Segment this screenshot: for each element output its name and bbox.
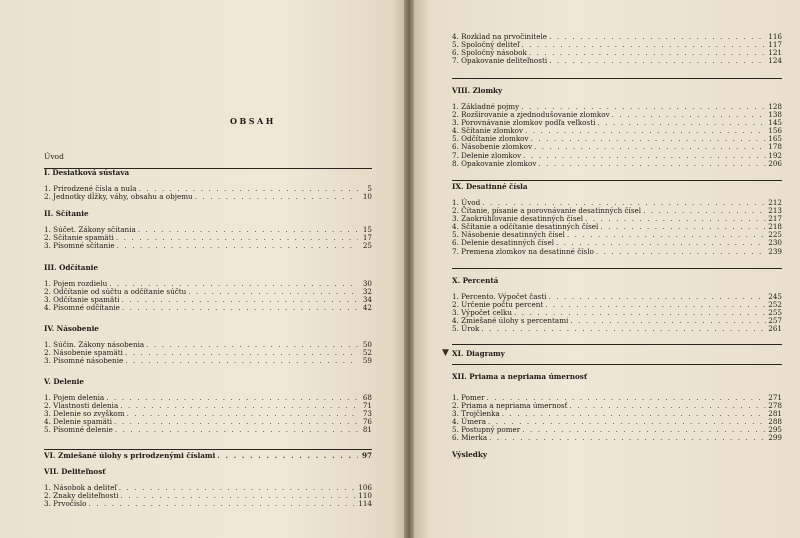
section-rule [452, 78, 782, 79]
toc-label: 1. Súčet. Zákony sčítania [44, 225, 136, 234]
leader-dots [121, 296, 358, 304]
toc-entry [452, 57, 782, 65]
section-heading: I. Desiatková sústava [44, 168, 130, 177]
toc-label: 6. Spoločný násobok [452, 48, 527, 58]
toc-entry [44, 492, 372, 500]
toc-label: 1. Základné pojmy [452, 102, 520, 111]
leader-dots [125, 357, 358, 365]
toc-entry [452, 317, 782, 325]
toc-page: 212 [768, 198, 782, 207]
toc-label: 3. Porovnávanie zlomkov podľa veľkosti [452, 118, 596, 128]
toc-page: 116 [768, 32, 782, 41]
leader-dots [489, 434, 766, 442]
toc-page: 97 [361, 451, 372, 460]
toc-page: 230 [768, 238, 782, 248]
toc-page: 76 [362, 417, 372, 427]
leader-dots [548, 293, 766, 301]
section-zmiesane [44, 452, 372, 460]
toc-page: 138 [768, 110, 782, 120]
section-heading: IV. Násobenie [44, 324, 99, 333]
section-rule [452, 344, 782, 345]
leader-dots [549, 57, 766, 65]
toc-label: 2. Násobenie spamäti [44, 348, 123, 358]
toc-label: 5. Násobenie desatinných čísel [452, 230, 565, 240]
toc-page: 73 [362, 409, 372, 419]
toc-entry [44, 500, 372, 508]
leader-dots [127, 410, 358, 418]
toc-label: 7. Premena zlomkov na desatinné číslo [452, 246, 594, 256]
toc-entry [452, 248, 782, 256]
leader-dots [597, 119, 766, 127]
leader-dots [545, 301, 766, 309]
toc-page: 32 [362, 287, 372, 297]
leader-dots [612, 111, 767, 119]
toc-label: 5. Spoločný deliteľ [452, 40, 520, 50]
toc-page: 295 [768, 425, 782, 435]
toc-label: 1. Prirodzené čísla a nula [44, 184, 137, 193]
leader-dots [534, 143, 766, 151]
toc-label: 1. Pojem rozdielu [44, 279, 108, 288]
toc-label: 2. Odčítanie od súčtu a odčítanie súčtu [44, 287, 187, 297]
toc-label: 4. Rozklad na prvočinitele [452, 32, 548, 41]
toc-entry [44, 452, 372, 460]
toc-page: 192 [768, 150, 782, 160]
toc-page: 121 [768, 48, 782, 58]
leader-dots [523, 152, 766, 160]
section-percenta [452, 277, 782, 333]
toc-label: 3. Zaokrúhľovanie desatinných čísel [452, 214, 584, 224]
toc-label: 1. Percento. Výpočet časti [452, 292, 547, 301]
toc-label: 2. Priama a nepriama úmernosť [452, 401, 568, 411]
toc-entry [452, 426, 782, 434]
toc-label: 4. Písomné odčítanie [44, 303, 120, 313]
section-rule [452, 364, 782, 365]
toc-page: 30 [362, 279, 372, 288]
toc-entry [44, 357, 372, 365]
toc-page: 50 [362, 340, 372, 349]
toc-label: 3. Výpočet celku [452, 308, 513, 318]
toc-page: 117 [768, 40, 782, 50]
toc-label: 2. Rozširovanie a zjednodušovanie zlomkov [452, 110, 610, 120]
leader-dots [570, 402, 767, 410]
toc-page: 68 [362, 393, 372, 402]
toc-label: 3. Delenie so zvyškom [44, 409, 125, 419]
section-scitanie [44, 210, 372, 250]
leader-dots [549, 33, 766, 41]
section-delitelnost-cont [452, 33, 782, 65]
section-heading: III. Odčítanie [44, 263, 98, 272]
toc-page: 213 [768, 206, 782, 216]
section-heading: IX. Desatinné čísla [452, 182, 528, 191]
toc-page: 5 [367, 184, 372, 193]
leader-dots [138, 226, 358, 234]
section-heading: II. Sčítanie [44, 209, 89, 218]
toc-label: 3. Písomné násobenie [44, 356, 124, 366]
toc-label: VI. Zmiešané úlohy s prirodzenými číslami [44, 451, 216, 460]
section-rule [44, 449, 372, 450]
toc-label: 1. Pojem delenia [44, 393, 105, 402]
toc-label: 4. Delenie spamäti [44, 417, 113, 427]
toc-label: 3. Odčítanie spamäti [44, 295, 120, 305]
toc-page: 271 [768, 393, 782, 402]
toc-label: 4. Sčítanie zlomkov [452, 126, 524, 136]
section-heading: VII. Deliteľnosť [44, 467, 106, 476]
leader-dots [195, 193, 358, 201]
toc-entry [44, 304, 372, 312]
toc-page: 110 [358, 491, 372, 501]
toc-label: 6. Násobenie zlomkov [452, 142, 533, 152]
toc-page: 42 [362, 303, 372, 313]
toc-label: 6. Mierka [452, 433, 488, 443]
toc-label: 1. Súčin. Zákony násobenia [44, 340, 145, 349]
toc-label: 5. Postupný pomer [452, 425, 521, 435]
leader-dots [119, 484, 357, 492]
leader-dots [116, 234, 358, 242]
section-rule [452, 268, 782, 269]
pencil-mark: ▼ [442, 348, 449, 358]
toc-page: 217 [768, 214, 782, 224]
leader-dots [120, 492, 356, 500]
section-heading: VIII. Zlomky [452, 86, 503, 95]
toc-label: 6. Delenie desatinných čísel [452, 238, 555, 248]
leader-dots [488, 418, 766, 426]
toc-entry [452, 434, 782, 442]
toc-label: 1. Násobok a deliteľ [44, 483, 117, 492]
leader-dots [120, 402, 358, 410]
toc-label: 5. Písomné delenie [44, 425, 113, 435]
leader-dots [106, 394, 358, 402]
toc-entry [44, 426, 372, 434]
toc-page: 278 [768, 401, 782, 411]
toc-page: 25 [362, 241, 372, 251]
toc-page: 128 [768, 102, 782, 111]
leader-dots [88, 500, 356, 508]
section-vysledky [452, 451, 782, 467]
toc-page: 261 [768, 324, 782, 334]
toc-label: 2. Vlastnosti delenia [44, 401, 119, 411]
toc-page: 52 [362, 348, 372, 358]
leader-dots [525, 127, 766, 135]
leader-dots [115, 426, 358, 434]
section-desiatkova [44, 169, 372, 201]
leader-dots [522, 426, 766, 434]
leader-dots [596, 248, 766, 256]
toc-label: 4. Úmera [452, 417, 486, 427]
leader-dots [481, 325, 766, 333]
section-heading: V. Delenie [44, 377, 84, 386]
toc-page: 165 [768, 134, 782, 144]
leader-dots [529, 49, 766, 57]
toc-label: 1. Pomer [452, 393, 485, 402]
leader-dots [600, 223, 766, 231]
section-zlomky [452, 87, 782, 168]
leader-dots [502, 410, 767, 418]
toc-page: 288 [768, 417, 782, 427]
toc-label: 7. Opakovanie deliteľnosti [452, 56, 548, 66]
toc-page: 178 [768, 142, 782, 152]
toc-label: 5. Úrok [452, 324, 480, 334]
toc-page: 206 [768, 158, 782, 168]
toc-page: 81 [362, 425, 372, 435]
section-heading: XI. Diagramy [452, 349, 505, 358]
section-umernost [452, 373, 782, 443]
toc-label: 5. Odčítanie zlomkov [452, 134, 529, 144]
leader-dots [531, 135, 767, 143]
toc-page: 59 [362, 356, 372, 366]
toc-page: 10 [362, 192, 372, 202]
leader-dots [570, 317, 766, 325]
toc-label: 7. Delenie zlomkov [452, 150, 522, 160]
toc-label: 4. Sčítanie a odčítanie desatinných čísel [452, 222, 599, 232]
toc-page: 17 [362, 233, 372, 243]
toc-page: 156 [768, 126, 782, 136]
toc-entry [44, 242, 372, 250]
toc-page: 34 [362, 295, 372, 305]
leader-dots [125, 349, 358, 357]
toc-label: 1. Úvod [452, 198, 481, 207]
toc-page: 299 [768, 433, 782, 443]
toc-entry [44, 193, 372, 201]
toc-label: 2. Určenie počtu percent [452, 300, 544, 310]
section-heading: Výsledky [452, 450, 487, 459]
toc-entry [452, 410, 782, 418]
leader-dots [585, 215, 766, 223]
intro-entry: Úvod [44, 152, 64, 161]
toc-page: 252 [768, 300, 782, 310]
toc-label: 3. Písomné sčítanie [44, 241, 115, 251]
toc-page: 124 [768, 56, 782, 66]
toc-entry [452, 325, 782, 333]
toc-label: 2. Čítanie, písanie a porovnávanie desatinných čísel [452, 206, 642, 216]
leader-dots [117, 242, 358, 250]
toc-label: 2. Jednotky dĺžky, váhy, obsahu a objemu [44, 192, 193, 202]
leader-dots [114, 418, 358, 426]
leader-dots [538, 160, 766, 168]
section-rule [452, 180, 782, 181]
toc-page: 145 [768, 118, 782, 128]
section-delenie [44, 378, 372, 434]
toc-page: 106 [358, 483, 372, 492]
toc-page: 218 [768, 222, 782, 232]
toc-label: 3. Trojčlenka [452, 409, 500, 419]
toc-entry [452, 160, 782, 168]
toc-page: 239 [768, 246, 782, 256]
toc-label: 2. Znaky deliteľnosti [44, 491, 119, 501]
right-page [414, 0, 800, 538]
toc-page: 257 [768, 316, 782, 326]
section-heading: X. Percentá [452, 276, 499, 285]
toc-page: 245 [768, 292, 782, 301]
toc-label: 3. Prvočíslo [44, 499, 87, 509]
leader-dots [567, 231, 766, 239]
section-delitelnost [44, 468, 372, 508]
book-gutter [404, 0, 414, 538]
toc-entry [452, 402, 782, 410]
section-heading: XII. Priama a nepriama úmernosť [452, 372, 588, 381]
section-odcitanie [44, 264, 372, 312]
leader-dots [643, 207, 766, 215]
leader-dots [188, 288, 358, 296]
leader-dots [217, 452, 358, 460]
toc-label: 2. Sčítanie spamäti [44, 233, 114, 243]
leader-dots [122, 304, 358, 312]
toc-label: 4. Zmiešané úlohy s percentami [452, 316, 569, 326]
section-nasobenie [44, 325, 372, 365]
toc-page: 71 [362, 401, 372, 411]
page-title: OBSAH [230, 116, 276, 126]
toc-page: 281 [768, 409, 782, 419]
toc-page: 255 [768, 308, 782, 318]
section-desatinne [452, 183, 782, 256]
leader-dots [522, 41, 767, 49]
toc-page: 225 [768, 230, 782, 240]
toc-label: 8. Opakovanie zlomkov [452, 158, 537, 168]
toc-page: 114 [358, 499, 372, 509]
toc-page: 15 [362, 225, 372, 234]
leader-dots [146, 341, 358, 349]
